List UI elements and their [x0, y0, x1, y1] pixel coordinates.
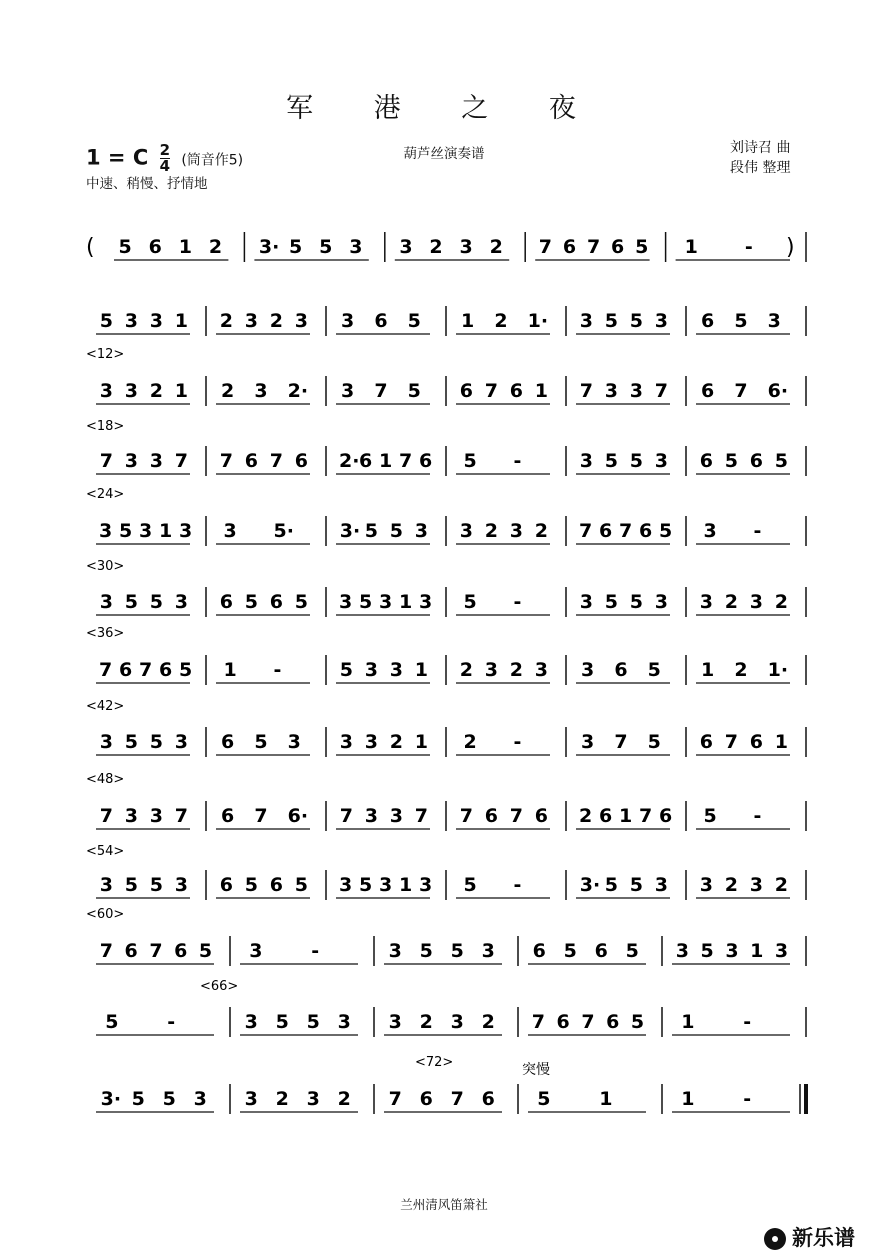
note: 1: [399, 591, 413, 613]
note: 3: [414, 520, 428, 542]
note: 5: [306, 1011, 320, 1033]
note: 3: [364, 805, 378, 827]
note: 5: [625, 940, 639, 962]
note: 3: [294, 310, 308, 332]
note: 3: [699, 591, 713, 613]
note: 6: [562, 236, 577, 258]
note: 5: [647, 659, 661, 681]
note: 3: [450, 1011, 464, 1033]
note: 6: [699, 731, 713, 753]
note: 3: [364, 659, 378, 681]
note: 6: [148, 236, 162, 258]
note: 6: [481, 1088, 495, 1110]
note: -: [753, 520, 762, 542]
note: 3: [749, 591, 763, 613]
note: 7: [586, 236, 601, 258]
note: 7: [614, 731, 628, 753]
measure-marker: <60>: [86, 907, 125, 922]
note: 5: [124, 591, 138, 613]
note: -: [273, 659, 282, 681]
note: 7: [399, 450, 413, 472]
note: 7: [139, 659, 153, 681]
note: 3: [341, 380, 355, 402]
note: 5: [359, 874, 373, 896]
note: 7: [619, 520, 633, 542]
note: 3: [339, 591, 353, 613]
measure-marker: <72>: [415, 1055, 454, 1070]
note: 5: [364, 520, 378, 542]
note: -: [513, 731, 522, 753]
note: 6: [221, 805, 235, 827]
note: 2: [484, 520, 498, 542]
note: 3: [654, 874, 668, 896]
note: 6: [606, 1011, 620, 1033]
note: 6: [119, 659, 133, 681]
note: 3·: [579, 874, 601, 896]
note: 5: [319, 236, 333, 258]
note: 3: [254, 380, 268, 402]
note: 5·: [273, 520, 294, 542]
note: 3·: [339, 520, 361, 542]
note: 1: [684, 236, 698, 258]
measure-marker: <24>: [86, 487, 125, 502]
note: 5: [629, 310, 643, 332]
note: 5: [604, 310, 618, 332]
note: 7: [99, 450, 113, 472]
measure-marker: <48>: [86, 772, 125, 787]
note: 7: [219, 450, 233, 472]
note: 3: [581, 659, 595, 681]
measure-marker: <30>: [86, 559, 125, 574]
note: 1: [619, 805, 633, 827]
note: 2: [149, 380, 163, 402]
note: 5: [463, 450, 477, 472]
note: 1: [159, 520, 173, 542]
measure-marker: <66>: [200, 979, 239, 994]
note: 2: [724, 591, 738, 613]
note: 3: [604, 380, 618, 402]
note: 7: [734, 380, 748, 402]
note: 5: [254, 731, 268, 753]
note: 3: [388, 940, 402, 962]
note: 3·: [100, 1088, 122, 1110]
note: 3: [389, 659, 403, 681]
score-subtitle: 葫芦丝演奏谱: [403, 146, 485, 162]
note: 5: [724, 450, 738, 472]
note: 5: [537, 1088, 551, 1110]
note: 3: [364, 731, 378, 753]
note: 7: [254, 805, 268, 827]
note: 6: [419, 1088, 433, 1110]
note: 6: [614, 659, 628, 681]
note: 5: [450, 940, 464, 962]
tempo-marking: 中速、稍慢、抒情地: [86, 176, 208, 192]
note: 3: [579, 310, 593, 332]
note: 6: [221, 731, 235, 753]
note: 5: [179, 659, 193, 681]
note: 2: [509, 659, 523, 681]
note: 2: [579, 805, 593, 827]
note: 3: [699, 874, 713, 896]
note: 6: [509, 380, 523, 402]
repeat-open: (: [86, 235, 95, 260]
note: 6: [594, 940, 608, 962]
note: 5: [119, 520, 133, 542]
note: 5: [389, 520, 403, 542]
note: 7: [149, 940, 163, 962]
note: 6: [532, 940, 546, 962]
note: 5: [647, 731, 661, 753]
note: 3: [244, 1088, 258, 1110]
note: 3: [249, 940, 263, 962]
note: 1: [774, 731, 788, 753]
note: 3: [767, 310, 781, 332]
note: 2: [459, 659, 473, 681]
note: 3: [481, 940, 495, 962]
note: 6·: [767, 380, 789, 402]
note: 1: [750, 940, 764, 962]
note: 7: [414, 805, 428, 827]
note: 3: [341, 310, 355, 332]
note: 3: [419, 591, 433, 613]
note: 3: [579, 450, 593, 472]
note: 2: [494, 310, 508, 332]
note: 1: [379, 450, 393, 472]
note: 1: [681, 1011, 695, 1033]
note: 7: [174, 805, 188, 827]
note: 1·: [767, 659, 789, 681]
note: 3: [223, 520, 237, 542]
note: 3: [99, 520, 113, 542]
note: 5: [198, 940, 213, 962]
note: 5: [774, 450, 788, 472]
note: 3: [389, 805, 403, 827]
note: 7: [509, 805, 523, 827]
note: 6: [174, 940, 188, 962]
note: 3: [629, 380, 643, 402]
note: 6: [294, 450, 308, 472]
note: 5: [99, 310, 113, 332]
note: 1: [701, 659, 715, 681]
note: -: [743, 1088, 752, 1110]
note: 3: [124, 310, 138, 332]
note: 7: [174, 450, 188, 472]
note: 3: [509, 520, 523, 542]
note: 6: [611, 236, 625, 258]
note: 3: [399, 236, 413, 258]
composer: 刘诗召 曲: [730, 140, 791, 156]
note: 6: [701, 380, 715, 402]
note: 7: [99, 940, 113, 962]
logo-text: 新乐谱: [792, 1226, 855, 1250]
note: 5: [118, 236, 132, 258]
note: 3: [244, 1011, 258, 1033]
note: 3: [124, 805, 138, 827]
note: -: [743, 1011, 752, 1033]
note: 6: [159, 659, 173, 681]
final-barline-thick: [804, 1084, 808, 1114]
note: 3: [349, 236, 363, 258]
note: 3: [749, 874, 763, 896]
note: 5: [149, 731, 163, 753]
note: 5: [700, 940, 714, 962]
note: 5: [463, 591, 477, 613]
tempo-change: 突慢: [522, 1062, 550, 1078]
note: 3: [99, 874, 113, 896]
tube-note: (筒音作5): [181, 152, 244, 169]
note: -: [311, 940, 320, 962]
note: 2: [337, 1088, 351, 1110]
note: 5: [289, 236, 303, 258]
note: 3: [149, 450, 163, 472]
note: 6: [219, 874, 233, 896]
note: 1: [223, 659, 237, 681]
note: 7: [579, 520, 593, 542]
note: 5: [149, 591, 163, 613]
note: 7: [724, 731, 738, 753]
note: 5: [604, 874, 618, 896]
note: 7: [531, 1011, 545, 1033]
note: 1: [681, 1088, 695, 1110]
note: 2: [219, 310, 233, 332]
note: 5: [124, 731, 138, 753]
note: 1·: [527, 310, 549, 332]
note: 6: [749, 731, 763, 753]
note: 5: [339, 659, 353, 681]
note: 7: [388, 1088, 402, 1110]
note: 6: [556, 1011, 570, 1033]
key-label: 1 = C: [86, 145, 149, 170]
note: 2: [429, 236, 443, 258]
note: 7: [538, 236, 553, 258]
note: 3: [149, 805, 163, 827]
time-top: 2: [159, 141, 170, 159]
note: 5: [359, 591, 373, 613]
score-title: 军 港 之 夜: [286, 93, 602, 124]
note: 6: [484, 805, 498, 827]
note: 5: [629, 450, 643, 472]
note: 6: [124, 940, 138, 962]
note: 2: [463, 731, 477, 753]
note: 3: [459, 236, 473, 258]
arranger: 段伟 整理: [730, 160, 791, 176]
note: 7: [581, 1011, 595, 1033]
repeat-close: ): [786, 235, 795, 260]
note: 5: [162, 1088, 176, 1110]
note: 2: [774, 591, 788, 613]
note: 3: [379, 874, 393, 896]
note: 3: [287, 731, 301, 753]
note: 6: [374, 310, 388, 332]
note: 3: [654, 310, 668, 332]
note: 7: [654, 380, 668, 402]
note: 6: [599, 805, 613, 827]
time-bottom: 4: [159, 157, 170, 175]
measure-marker: <18>: [86, 419, 125, 434]
note: 2: [774, 874, 788, 896]
note: 7: [269, 450, 283, 472]
note: 3: [459, 520, 473, 542]
note: 7: [339, 805, 353, 827]
note: 3: [675, 940, 689, 962]
note: 3: [654, 591, 668, 613]
note: 6: [749, 450, 763, 472]
note: 5: [407, 310, 421, 332]
note: 3: [193, 1088, 207, 1110]
note: 5: [294, 591, 308, 613]
note: 5: [244, 874, 258, 896]
note: -: [513, 874, 522, 896]
note: 2: [489, 236, 503, 258]
note: 2: [208, 236, 223, 258]
note: 2: [534, 520, 548, 542]
note: 7: [459, 805, 473, 827]
note: 3: [306, 1088, 320, 1110]
note: 3: [339, 731, 353, 753]
note: 2: [734, 659, 748, 681]
note: 2·: [287, 380, 309, 402]
note: 6: [244, 450, 258, 472]
note: -: [753, 805, 762, 827]
note: 7: [374, 380, 388, 402]
note: 3: [654, 450, 668, 472]
note: 5: [734, 310, 748, 332]
note: 3: [774, 940, 789, 962]
note: 3: [99, 380, 113, 402]
note: 6: [534, 805, 548, 827]
note: 5: [275, 1011, 289, 1033]
note: 6·: [287, 805, 309, 827]
note: 3: [174, 591, 188, 613]
note: 3: [99, 591, 113, 613]
note: 3: [579, 591, 593, 613]
note: 3: [174, 731, 188, 753]
note: 2: [481, 1011, 495, 1033]
measure-marker: <54>: [86, 844, 125, 859]
note: 3: [149, 310, 163, 332]
note: 2: [221, 380, 235, 402]
note: 7: [484, 380, 498, 402]
brand-logo: [764, 1222, 855, 1252]
note: 3: [99, 731, 113, 753]
note: 7: [99, 659, 113, 681]
measure-marker: <36>: [86, 626, 125, 641]
note: 6: [269, 874, 283, 896]
note: 3: [379, 591, 393, 613]
note: 1: [174, 380, 188, 402]
note: 5: [630, 1011, 645, 1033]
note: 3: [339, 874, 353, 896]
note: 3: [419, 874, 433, 896]
note: 6: [699, 450, 713, 472]
note: 3: [179, 520, 193, 542]
note: 3: [139, 520, 153, 542]
note: 3: [124, 380, 138, 402]
note: 5: [659, 520, 673, 542]
note: 5: [629, 874, 643, 896]
note: 5: [563, 940, 577, 962]
note: -: [167, 1011, 176, 1033]
note: 5: [463, 874, 477, 896]
note: 2: [724, 874, 738, 896]
note: 1: [414, 731, 428, 753]
note: 3: [581, 731, 595, 753]
note: 6: [359, 450, 373, 472]
record-icon: [764, 1228, 786, 1250]
note: -: [513, 450, 522, 472]
note: 3: [124, 450, 138, 472]
measure-marker: <42>: [86, 699, 125, 714]
note: 2·: [339, 450, 360, 472]
note: 2: [419, 1011, 433, 1033]
note: 5: [604, 591, 618, 613]
note: 7: [579, 380, 593, 402]
note: 6: [219, 591, 233, 613]
note: 1: [534, 380, 548, 402]
note: 5: [629, 591, 643, 613]
note: 2: [389, 731, 403, 753]
note: 2: [275, 1088, 289, 1110]
note: 6: [269, 591, 283, 613]
note: 5: [407, 380, 421, 402]
note: 5: [604, 450, 618, 472]
note: 3: [174, 874, 188, 896]
note: 7: [639, 805, 653, 827]
note: 3: [388, 1011, 402, 1033]
measure-marker: <12>: [86, 347, 125, 362]
note: 7: [450, 1088, 464, 1110]
note: 1: [414, 659, 428, 681]
note: 6: [659, 805, 673, 827]
note: 6: [599, 520, 613, 542]
note: 3: [484, 659, 498, 681]
note: -: [513, 591, 522, 613]
note: 6: [459, 380, 473, 402]
note: 1: [174, 310, 188, 332]
note: 5: [105, 1011, 119, 1033]
note: 5: [124, 874, 138, 896]
note: 5: [419, 940, 433, 962]
note: 1: [461, 310, 475, 332]
note: 6: [701, 310, 715, 332]
note: -: [744, 236, 753, 258]
note: 3: [244, 310, 258, 332]
note: 3: [337, 1011, 351, 1033]
note: 3: [703, 520, 717, 542]
note: 5: [294, 874, 308, 896]
note: 5: [244, 591, 258, 613]
note: 6: [639, 520, 653, 542]
note: 3·: [258, 236, 280, 258]
note: 6: [419, 450, 433, 472]
note: 1: [599, 1088, 613, 1110]
note: 7: [99, 805, 113, 827]
note: 1: [399, 874, 413, 896]
note: 5: [149, 874, 163, 896]
note: 1: [178, 236, 192, 258]
note: 5: [635, 236, 649, 258]
note: 2: [269, 310, 283, 332]
note: 5: [703, 805, 717, 827]
note: 3: [725, 940, 739, 962]
footer-publisher: 兰州清风笛箫社: [400, 1197, 488, 1212]
note: 3: [534, 659, 548, 681]
note: 5: [131, 1088, 145, 1110]
